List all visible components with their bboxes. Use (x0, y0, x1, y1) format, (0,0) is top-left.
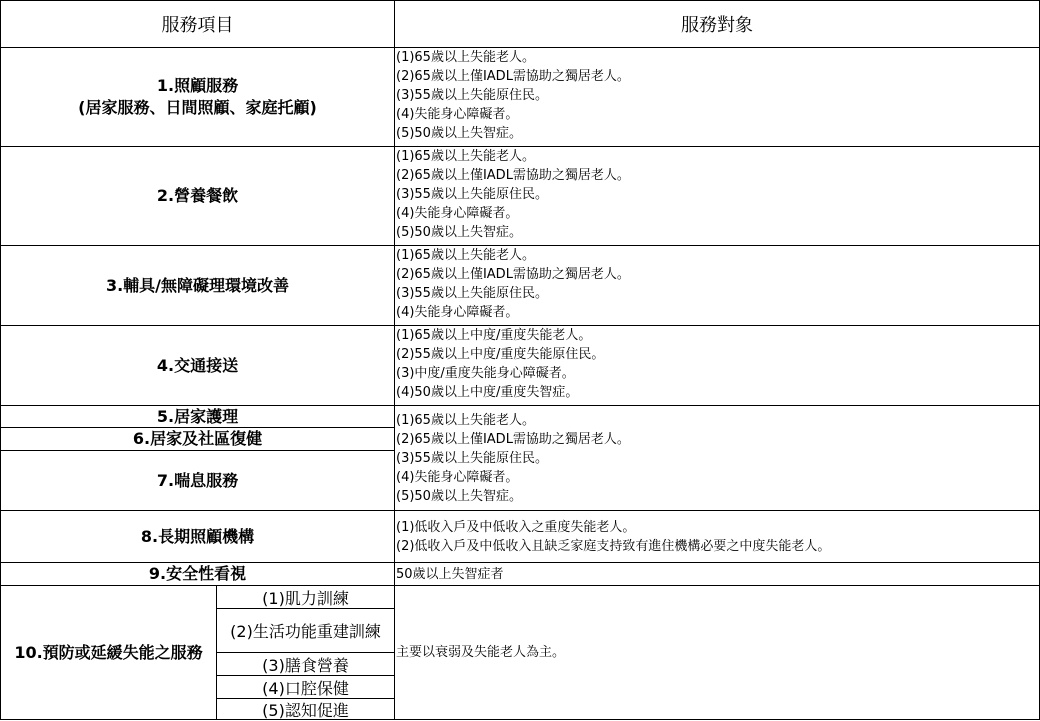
row-3-target: (2)65歲以上僅IADL需協助之獨居老人。 (396, 267, 630, 282)
header-service-target (394, 0, 1040, 48)
row-10-item (0, 585, 217, 720)
row-3-item (0, 245, 395, 326)
row-8-item-label: 8.長期照顧機構 (140, 526, 255, 546)
row-10-subitem (216, 652, 395, 676)
row-5-item-label: 5.居家護理 (156, 406, 239, 426)
row-1-target: (4)失能身心障礙者。 (396, 107, 519, 122)
row-9-target-text: 50歲以上失智症者 (396, 566, 504, 582)
row-1-target: (5)50歲以上失智症。 (396, 126, 522, 141)
row-1-item-line2: (居家服務、日間照顧、家庭托顧) (78, 98, 317, 117)
row-10-subitem (216, 608, 395, 653)
row-10-target-text: 主要以衰弱及失能老人為主。 (396, 645, 566, 660)
row-10-item-label: 10.預防或延緩失能之服務 (14, 642, 203, 662)
row-1-target: (1)65歲以上失能老人。 (396, 50, 535, 65)
row-3-target: (1)65歲以上失能老人。 (396, 248, 535, 263)
row-10-subitem (216, 675, 395, 699)
row-3-target: (4)失能身心障礙者。 (396, 305, 519, 320)
row-4-targets (394, 325, 1040, 406)
row-4-target: (1)65歲以上中度/重度失能老人。 (396, 328, 592, 343)
row-8-targets (394, 510, 1040, 563)
row-1-target: (3)55歲以上失能原住民。 (396, 88, 548, 103)
row-4-item-label: 4.交通接送 (156, 355, 239, 375)
row-2-item (0, 146, 395, 246)
row-10-subitem-label: (3)膳食營養 (262, 655, 349, 675)
header-service-item (0, 0, 395, 48)
row-5-item (0, 405, 395, 428)
header-service-item-label: 服務項目 (161, 15, 234, 36)
row-2-target: (5)50歲以上失智症。 (396, 225, 522, 240)
row-6-item-label: 6.居家及社區復健 (132, 429, 263, 448)
row-4-target: (2)55歲以上中度/重度失能原住民。 (396, 347, 605, 362)
row-5-7-target: (2)65歲以上僅IADL需協助之獨居老人。 (396, 431, 630, 447)
row-9-target (394, 562, 1040, 586)
row-10-subitem-label: (5)認知促進 (262, 700, 349, 720)
row-7-item (0, 450, 395, 511)
row-6-item (0, 427, 395, 451)
row-9-item-label: 9.安全性看視 (148, 564, 247, 583)
row-2-target: (3)55歲以上失能原住民。 (396, 187, 548, 202)
row-8-target: (2)低收入戶及中低收入且缺乏家庭支持致有進住機構必要之中度失能老人。 (396, 538, 831, 554)
header-service-target-label: 服務對象 (681, 15, 753, 36)
row-10-subitem (216, 698, 395, 720)
row-10-subitem-label: (1)肌力訓練 (262, 588, 349, 608)
row-8-item (0, 510, 395, 563)
row-4-target: (4)50歲以上中度/重度失智症。 (396, 385, 579, 400)
row-2-target: (1)65歲以上失能老人。 (396, 149, 535, 164)
row-2-target: (4)失能身心障礙者。 (396, 206, 519, 221)
row-10-subitem-label: (4)口腔保健 (262, 678, 349, 698)
row-5-7-target: (5)50歲以上失智症。 (396, 488, 522, 504)
row-1-item (0, 47, 395, 147)
row-2-targets (394, 146, 1040, 246)
row-3-item-label: 3.輔具/無障礙理環境改善 (105, 275, 290, 295)
row-1-item-line1: 1.照顧服務 (156, 76, 239, 95)
row-8-target: (1)低收入戶及中低收入之重度失能老人。 (396, 519, 636, 535)
row-5-7-target: (1)65歲以上失能老人。 (396, 412, 535, 428)
row-5-7-target: (3)55歲以上失能原住民。 (396, 450, 548, 466)
row-4-target: (3)中度/重度失能身心障礙者。 (396, 366, 575, 381)
row-1-target: (2)65歲以上僅IADL需協助之獨居老人。 (396, 69, 630, 84)
row-2-target: (2)65歲以上僅IADL需協助之獨居老人。 (396, 168, 630, 183)
row-5-7-targets (394, 405, 1040, 511)
row-5-7-target: (4)失能身心障礙者。 (396, 469, 519, 485)
row-1-targets (394, 47, 1040, 147)
row-2-item-label: 2.營養餐飲 (156, 186, 239, 205)
row-10-target (394, 585, 1040, 720)
row-10-subitem (216, 585, 395, 609)
row-3-targets (394, 245, 1040, 326)
row-7-item-label: 7.喘息服務 (156, 470, 239, 490)
row-10-subitem-label: (2)生活功能重建訓練 (230, 622, 381, 641)
row-3-target: (3)55歲以上失能原住民。 (396, 286, 548, 301)
row-9-item (0, 562, 395, 586)
row-4-item (0, 325, 395, 406)
